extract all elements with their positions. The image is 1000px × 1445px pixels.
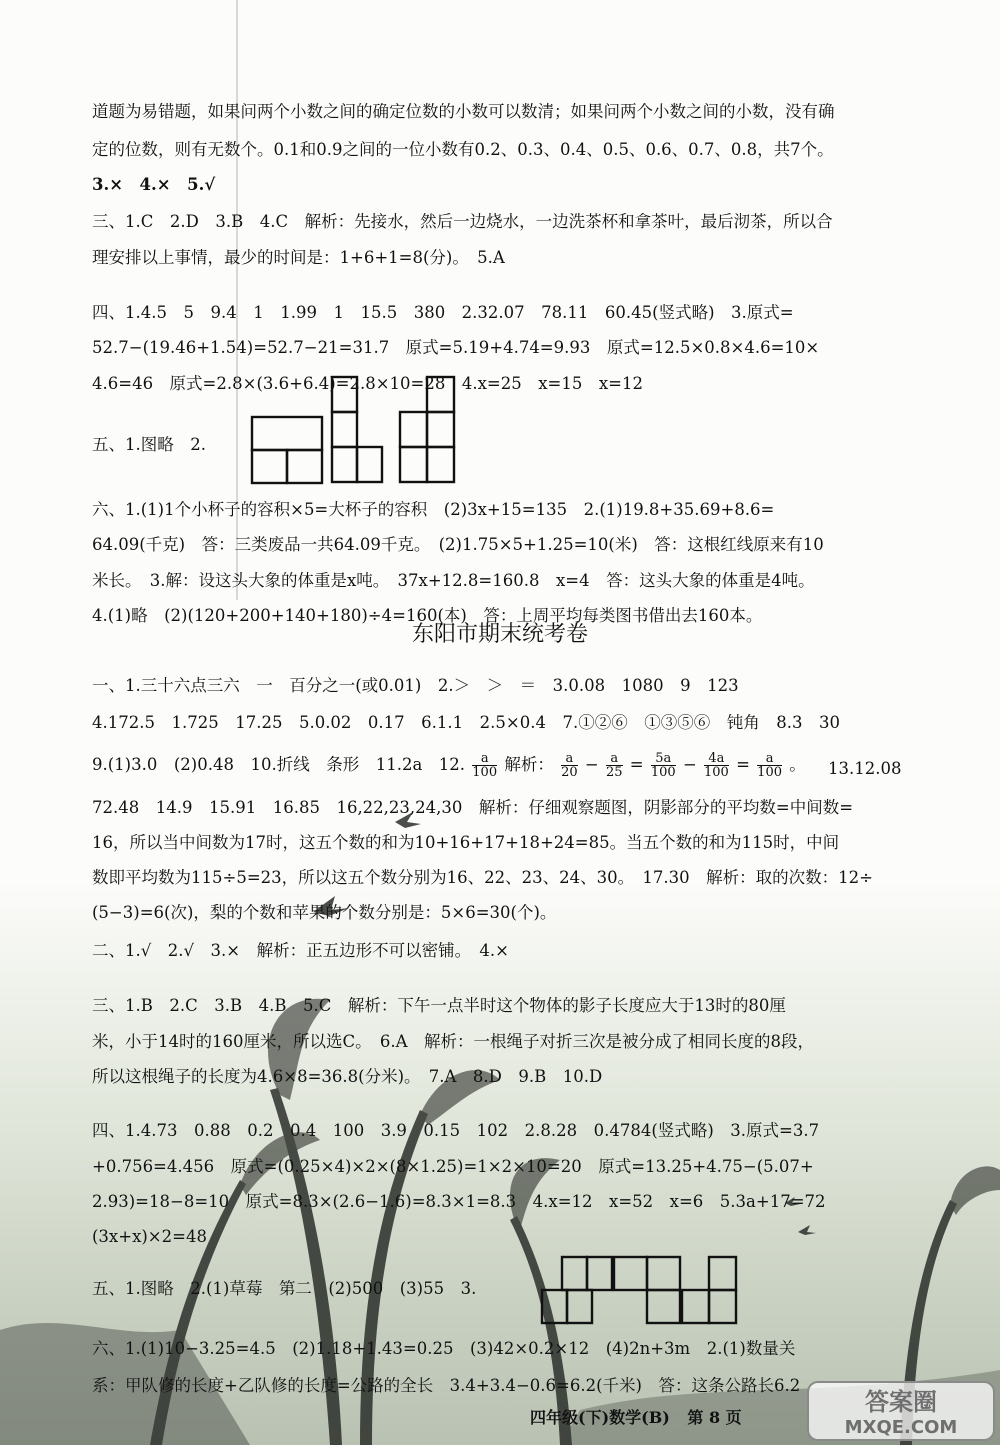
text-line-22: 三、1.B 2.C 3.B 4.B 5.C 解析：下午一点半时这个物体的影子长度应大于13时的80厘: [92, 996, 786, 1015]
line16-eq-1: =: [629, 755, 644, 774]
text-line-30: 六、1.(1)10−3.25=4.5 (2)1.18+1.43=0.25 (3)42×0.2×12 (4)2n+3m 2.(1)数量关: [92, 1339, 796, 1358]
text-line-10: 六、1.(1)1个小杯子的容积×5=大杯子的容积 (2)3x+15=135 2.(1)19.8+35.69+8.6=: [92, 500, 775, 519]
line16-jiexi: 解析：: [504, 755, 554, 774]
svg-text:答案圈: 答案圈: [865, 1388, 937, 1416]
text-line-29: 五、1.图略 2.(1)草莓 第二 (2)500 (3)55 3.: [92, 1279, 477, 1298]
text-line-5: 理安排以上事情，最少的时间是：1+6+1=8(分)。 5.A: [92, 248, 505, 267]
text-line-16: [92, 752, 806, 779]
text-line-8: 4.6=46 原式=2.8×(3.6+6.4)=2.8×10=28 4.x=25 x=15 x=12: [92, 374, 643, 393]
text-line-21: 二、1.√ 2.√ 3.× 解析：正五边形不可以密铺。 4.×: [92, 941, 509, 960]
svg-text:MXQE.COM: MXQE.COM: [844, 1417, 958, 1438]
grid-figure-6: [680, 1255, 740, 1325]
text-line-17: 72.48 14.9 15.91 16.85 16,22,23,24,30 解析：仔细观察题图，阴影部分的平均数=中间数=: [92, 798, 854, 817]
text-line-3: 3.× 4.× 5.√: [92, 175, 216, 194]
fraction-5a-100: $\frac{5a}{100}$: [650, 751, 676, 780]
fraction-a-100: $\frac{a}{100}$: [472, 751, 498, 780]
text-line-19: 数即平均数为115÷5=23，所以这五个数分别为16、22、23、24、30。 17.30 解析：取的次数：12÷: [92, 868, 873, 887]
grid-figure-1: [250, 415, 325, 485]
line16-prefix: 9.(1)3.0 (2)0.48 10.折线 条形 11.2a 12.: [92, 755, 466, 774]
text-line-24: 所以这根绳子的长度为4.6×8=36.8(分米)。 7.A 8.D 9.B 10.D: [92, 1067, 603, 1086]
fraction-a-25: $\frac{a}{25}$: [605, 751, 623, 780]
grid-figure-4: [540, 1255, 615, 1325]
text-line-25: 四、1.4.73 0.88 0.2 0.4 100 3.9 0.15 102 2.8.28 0.4784(竖式略) 3.原式=3.7: [92, 1121, 820, 1140]
grid-figure-2: [330, 375, 385, 485]
section-title: 东阳市期末统考卷: [411, 622, 588, 647]
text-line-4: 三、1.C 2.D 3.B 4.C 解析：先接水，然后一边烧水，一边洗茶杯和拿茶叶，最后沏茶，所以合: [92, 212, 833, 231]
text-line-20: (5−3)=6(次)，梨的个数和苹果的个数分别是：5×6=30(个)。: [92, 903, 557, 922]
text-line-26: +0.756=4.456 原式=(0.25×4)×2×(8×1.25)=1×2×10=20 原式=13.25+4.75−(5.07+: [92, 1157, 814, 1176]
footer-grade: 四年级(下)数学(B): [530, 1408, 670, 1427]
text-line-7: 52.7−(19.46+1.54)=52.7−21=31.7 原式=5.19+4.74=9.93 原式=12.5×0.8×4.6=10×: [92, 338, 820, 357]
line16-eq-2: =: [736, 755, 750, 774]
line16-minus-2: −: [682, 755, 697, 774]
fraction-a-20: $\frac{a}{20}$: [561, 751, 578, 780]
fraction-a-100-result: $\frac{a}{100}$: [757, 751, 782, 780]
text-line-13: 4.(1)略 (2)(120+200+140+180)÷4=160(本) 答：上周平均每类图书借出去160本。: [92, 606, 763, 625]
text-line-9: 五、1.图略 2.: [92, 435, 206, 454]
footer-page: 第 8 页: [687, 1408, 742, 1427]
page-footer: [530, 1405, 754, 1428]
text-line-1: 道题为易错题，如果问两个小数之间的确定位数的小数可以数清；如果问两个小数之间的小数，没有确: [92, 102, 835, 121]
text-line-18: 16，所以当中间数为17时，这五个数的和为10+16+17+18+24=85。当五个数的和为115时，中间: [92, 833, 840, 852]
text-line-28: (3x+x)×2=48: [92, 1227, 207, 1246]
text-line-15: 4.172.5 1.725 17.25 5.0.02 0.17 6.1.1 2.5×0.4 7.①②⑥ ①③⑤⑥ 钝角 8.3 30: [92, 713, 840, 732]
text-line-14: 一、1.三十六点三六 一 百分之一(或0.01) 2.＞ ＞ ＝ 3.0.08 1080 9 123: [92, 676, 739, 695]
text-line-2: 定的位数，则有无数个。0.1和0.9之间的一位小数有0.2、0.3、0.4、0.5、0.6、0.7、0.8，共7个。: [92, 140, 834, 159]
text-line-16-tail: 13.12.08: [828, 759, 902, 778]
text-line-6: 四、1.4.5 5 9.4 1 1.99 1 15.5 380 2.32.07 78.11 60.45(竖式略) 3.原式=: [92, 303, 794, 322]
line16-minus-1: −: [584, 755, 599, 774]
fraction-4a-100: $\frac{4a}{100}$: [704, 751, 729, 780]
text-line-27: 2.93)=18−8=10 原式=8.3×(2.6−1.6)=8.3×1=8.3 4.x=12 x=52 x=6 5.3a+17=72: [92, 1192, 826, 1211]
text-line-31: 系：甲队修的长度+乙队修的长度=公路的全长 3.4+3.4−0.6=6.2(千米) 答：这条公路长6.2: [92, 1376, 801, 1395]
line16-end: 。: [789, 755, 806, 774]
grid-figure-3: [398, 375, 458, 485]
text-line-11: 64.09(千克) 答：三类废品一共64.09千克。 (2)1.75×5+1.25=10(米) 答：这根红线原来有10: [92, 535, 824, 554]
watermark-logo: [806, 1380, 996, 1442]
grid-figure-5: [612, 1255, 682, 1325]
text-line-23: 米，小于14时的160厘米，所以选C。 6.A 解析：一根绳子对折三次是被分成了相同长度的8段，: [92, 1032, 815, 1051]
text-line-12: 米长。 3.解：设这头大象的体重是x吨。 37x+12.8=160.8 x=4 答：这头大象的体重是4吨。: [92, 571, 815, 590]
